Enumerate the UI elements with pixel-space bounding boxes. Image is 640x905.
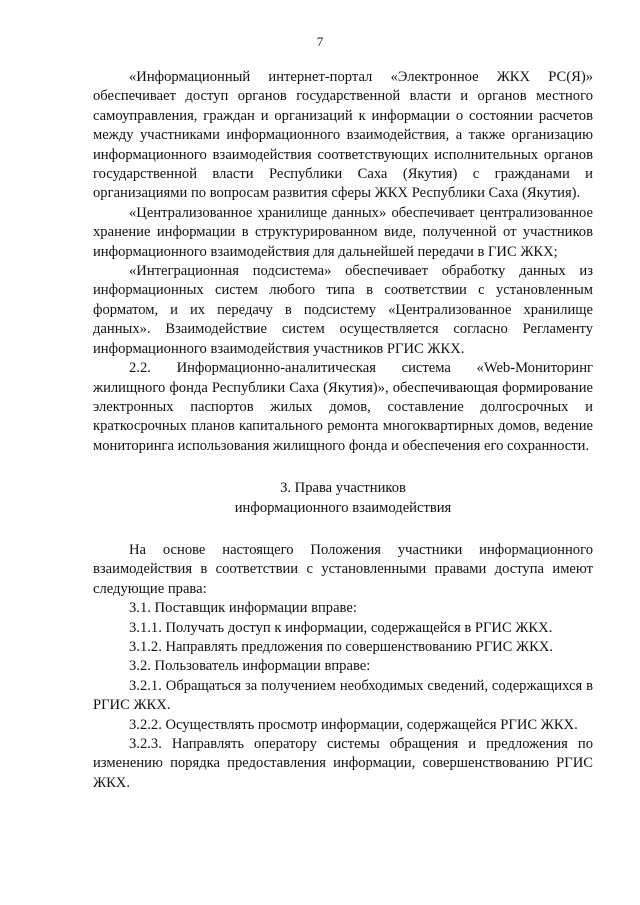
page-number: 7: [316, 34, 324, 49]
clause-3-1-1: 3.1.1. Получать доступ к информации, содержащейся в РГИС ЖКХ.: [129, 619, 553, 636]
document-body: [93, 68, 593, 793]
paragraph-web-monitoring: 2.2. Информационно-аналитическая система «Web-Мониторинг жилищного фонда Республики Саха (Якутия)», обеспечивающая формирование электронных паспортов жилых домов, составление долгосрочных и краткосрочных планов капитального ремонта многоквартирных домов, ведение мониторинга использования жилищного фонда и обеспечения его сохранности.: [93, 360, 593, 454]
clause-3-2: 3.2. Пользователь информации вправе:: [129, 658, 371, 675]
clause-3-2-2: 3.2.2. Осуществлять просмотр информации, содержащейся РГИС ЖКХ.: [129, 716, 578, 733]
clause-3-2-3: 3.2.3. Направлять оператору системы обращения и предложения по изменению порядка предоставления информации, совершенствованию РГИС ЖКХ.: [93, 736, 593, 791]
section-heading-line2: информационного взаимодействия: [234, 499, 452, 516]
paragraph-rights-intro: На основе настоящего Положения участники информационного взаимодействия в соответствии с установленными правами доступа имеют следующие права:: [93, 541, 593, 597]
clause-3-2-1: 3.2.1. Обращаться за получением необходимых сведений, содержащихся в РГИС ЖКХ.: [93, 677, 593, 714]
section-heading: [93, 479, 593, 518]
paragraph-central-storage: «Централизованное хранилище данных» обеспечивает централизованное хранение информации в структурированном виде, полученной от участников информационного взаимодействия для дальнейшей передачи в ГИС ЖКХ;: [93, 204, 593, 260]
paragraph-integration-subsystem: «Интеграционная подсистема» обеспечивает обработку данных из информационных систем любого типа в соответствии с установленным форматом, и их передачу в подсистему «Централизованное хранилище данных». Взаимодействие систем осуществляется согласно Регламенту информационного взаимодействия участников РГИС ЖКХ.: [93, 263, 593, 357]
clause-3-1-2: 3.1.2. Направлять предложения по совершенствованию РГИС ЖКХ.: [129, 638, 554, 655]
section-heading-line1: 3. Права участников: [280, 480, 406, 497]
clause-3-1: 3.1. Поставщик информации вправе:: [129, 600, 357, 617]
paragraph-electronic-portal: «Информационный интернет-портал «Электронное ЖКХ РС(Я)» обеспечивает доступ органов государственной власти и органов местного самоуправления, граждан и организаций к информации о состоянии расчетов между участниками информационного взаимодействия, а также организацию информационного взаимодействия соответствующих исполнительных органов государственной власти Республики Саха (Якутия) с гражданами и организациями по вопросам развития сферы ЖКХ Республики Саха (Якутия).: [93, 69, 593, 202]
